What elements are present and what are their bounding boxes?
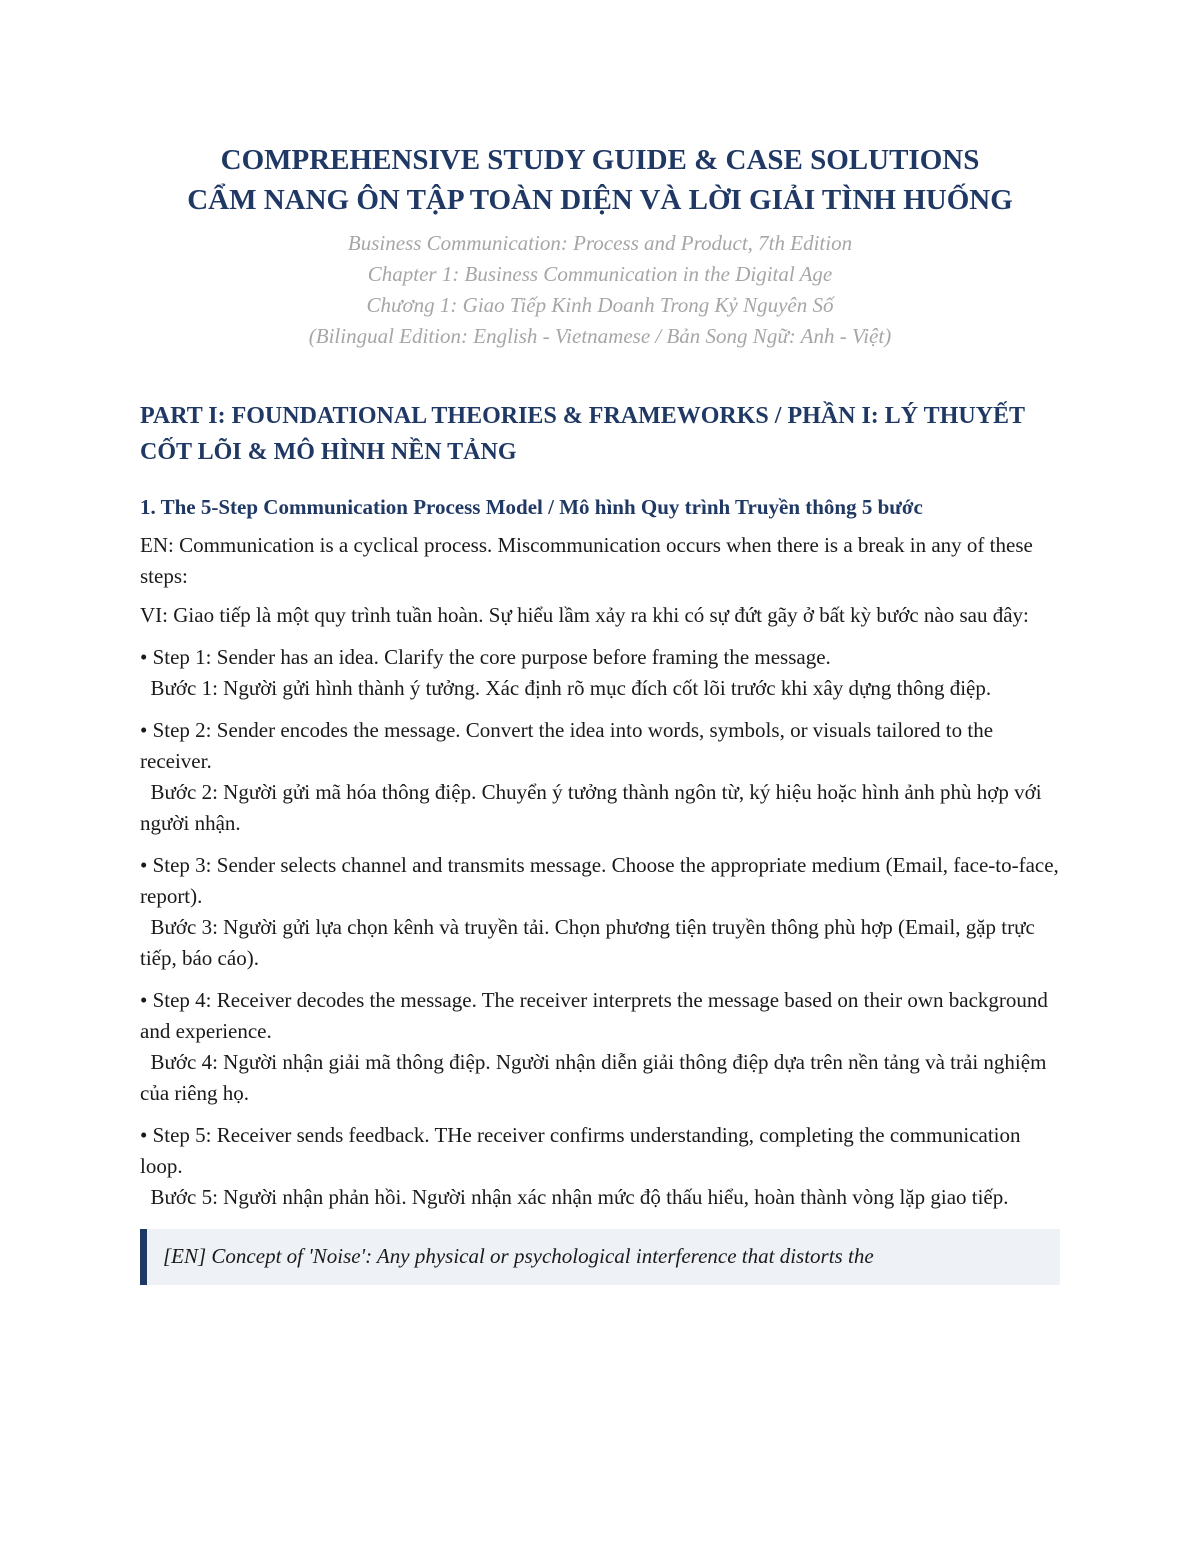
step-text-vi-content: Bước 1: Người gửi hình thành ý tưởng. Xác định rõ mục đích cốt lõi trước khi xây dựng thông điệp. [150,676,992,700]
document-title-vi: CẨM NANG ÔN TẬP TOÀN DIỆN VÀ LỜI GIẢI TÌNH HUỐNG [187,184,1013,216]
step-text-vi-content: Bước 4: Người nhận giải mã thông điệp. Người nhận diễn giải thông điệp dựa trên nền tảng và trải nghiệm của riêng họ. [140,1050,1047,1105]
step-text-vi-content: Bước 2: Người gửi mã hóa thông điệp. Chuyển ý tưởng thành ngôn từ, ký hiệu hoặc hình ảnh phù hợp với người nhận. [140,780,1042,835]
step-text-vi-content: Bước 5: Người nhận phản hồi. Người nhận xác nhận mức độ thấu hiểu, hoàn thành vòng lặp giao tiếp. [150,1185,1009,1209]
step-text-vi-content: Bước 3: Người gửi lựa chọn kênh và truyền tải. Chọn phương tiện truyền thông phù hợp (Email, gặp trực tiếp, báo cáo). [140,915,1035,970]
step-item [140,850,1060,974]
step-text-vi [140,1047,1060,1109]
intro-vi: VI: Giao tiếp là một quy trình tuần hoàn. Sự hiểu lầm xảy ra khi có sự đứt gãy ở bất kỳ bước nào sau đây: [140,603,1029,627]
part-heading: PART I: FOUNDATIONAL THEORIES & FRAMEWORKS / PHẦN I: LÝ THUYẾT CỐT LÕI & MÔ HÌNH NỀN TẢNG [140,403,1025,465]
step-item [140,985,1060,1109]
section-heading: 1. The 5-Step Communication Process Model / Mô hình Quy trình Truyền thông 5 bước [140,495,923,519]
chapter-title-vi: Chương 1: Giao Tiếp Kinh Doanh Trong Kỷ Nguyên Số [366,293,834,317]
step-text-vi [140,912,1060,974]
intro-en: EN: Communication is a cyclical process. Miscommunication occurs when there is a break in any of these steps: [140,533,1033,588]
noise-callout: [EN] Concept of 'Noise': Any physical or psychological interference that distorts the [140,1229,1060,1285]
step-item [140,715,1060,839]
step-item [140,1120,1060,1213]
step-text-en: • Step 1: Sender has an idea. Clarify the core purpose before framing the message. [140,645,831,669]
step-text-vi [140,673,1060,704]
subtitle-block [140,228,1060,352]
book-title: Business Communication: Process and Product, 7th Edition [347,231,853,255]
step-text-en: • Step 2: Sender encodes the message. Convert the idea into words, symbols, or visuals tailored to the receiver. [140,718,994,773]
document-page [140,140,1060,1285]
step-text-en: • Step 3: Sender selects channel and transmits message. Choose the appropriate medium (Email, face-to-face, report). [140,853,1059,908]
step-text-vi [140,1182,1060,1213]
step-text-en: • Step 5: Receiver sends feedback. THe receiver confirms understanding, completing the communication loop. [140,1123,1021,1178]
document-title-en: COMPREHENSIVE STUDY GUIDE & CASE SOLUTIONS [220,144,980,176]
step-item [140,642,1060,704]
step-text-vi [140,777,1060,839]
chapter-title-en: Chapter 1: Business Communication in the Digital Age [367,262,833,286]
step-text-en: • Step 4: Receiver decodes the message. The receiver interprets the message based on their own background and experience. [140,988,1048,1043]
edition-note: (Bilingual Edition: English - Vietnamese / Bản Song Ngữ: Anh - Việt) [308,324,892,348]
